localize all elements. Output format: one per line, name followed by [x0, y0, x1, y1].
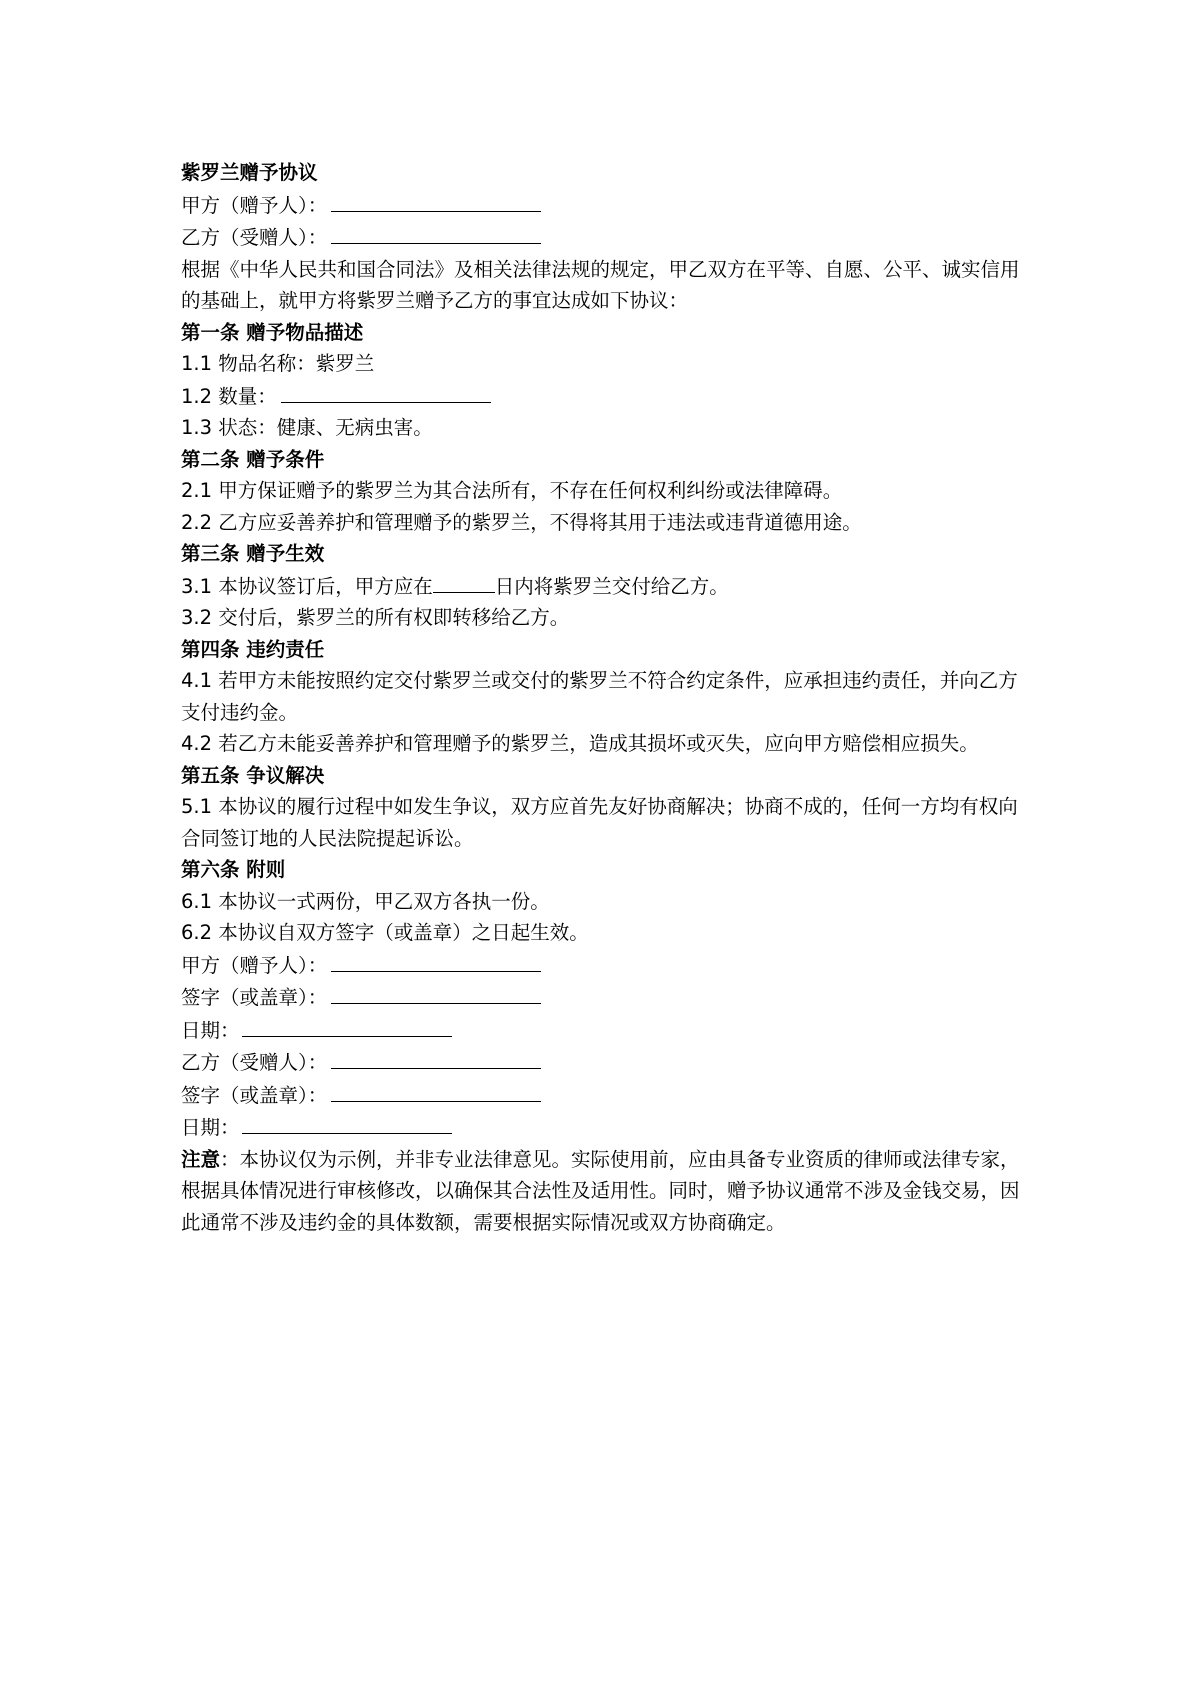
article3-item2: 3.2 交付后，紫罗兰的所有权即转移给乙方。	[181, 606, 570, 629]
article4-item1: 4.1 若甲方未能按照约定交付紫罗兰或交付的紫罗兰不符合约定条件，应承担违约责任，并向乙方支付违约金。	[181, 669, 1018, 724]
sig-sign-a-blank[interactable]	[331, 981, 541, 1004]
delivery-days-blank[interactable]	[433, 570, 495, 593]
party-b-label: 乙方（受赠人）：	[181, 226, 328, 249]
sig-date-a-label: 日期：	[181, 1018, 240, 1042]
sig-sign-a-label: 签字（或盖章）：	[181, 986, 328, 1009]
article1-item3: 1.3 状态：健康、无病虫害。	[181, 416, 433, 439]
party-a-line	[181, 189, 1021, 222]
article1-item1: 1.1 物品名称：紫罗兰	[181, 352, 375, 375]
delivery-text-post: 日内将紫罗兰交付给乙方。	[494, 574, 729, 598]
sig-sign-b-label: 签字（或盖章）：	[181, 1083, 328, 1107]
quantity-label: 1.2 数量：	[181, 384, 277, 408]
note-label: 注意	[181, 1147, 221, 1171]
article2-heading: 第二条 赠予条件	[181, 447, 325, 471]
party-b-line	[181, 221, 1021, 254]
article2-item1: 2.1 甲方保证赠予的紫罗兰为其合法所有，不存在任何权利纠纷或法律障碍。	[181, 479, 843, 502]
party-b-blank[interactable]	[331, 221, 541, 244]
sig-party-a-line	[181, 949, 1021, 982]
sig-sign-b-blank[interactable]	[331, 1079, 541, 1102]
article3-heading: 第三条 赠予生效	[181, 542, 325, 565]
note-paragraph	[181, 1144, 1021, 1239]
article1-item2	[181, 380, 1021, 413]
document-page	[181, 157, 1021, 1238]
sig-party-a-blank[interactable]	[331, 949, 541, 972]
article3-item1	[181, 570, 1021, 603]
sig-party-a-label: 甲方（赠予人）：	[181, 953, 328, 977]
article5-heading: 第五条 争议解决	[181, 763, 325, 787]
preamble: 根据《中华人民共和国合同法》及相关法律法规的规定，甲乙双方在平等、自愿、公平、诚实信用的基础上，就甲方将紫罗兰赠予乙方的事宜达成如下协议：	[181, 257, 1020, 312]
sig-date-a-blank[interactable]	[242, 1014, 452, 1037]
article1-heading: 第一条 赠予物品描述	[181, 320, 364, 344]
sig-date-a-line	[181, 1014, 1021, 1047]
article6-heading: 第六条 附则	[181, 858, 286, 881]
party-a-blank[interactable]	[331, 189, 541, 212]
document-title: 紫罗兰赠予协议	[181, 161, 318, 184]
quantity-blank[interactable]	[281, 380, 491, 403]
sig-date-b-blank[interactable]	[242, 1111, 452, 1134]
sig-sign-a-line	[181, 981, 1021, 1014]
sig-sign-b-line	[181, 1079, 1021, 1112]
article5-item1: 5.1 本协议的履行过程中如发生争议，双方应首先友好协商解决；协商不成的，任何一方均有权向合同签订地的人民法院提起诉讼。	[181, 795, 1018, 850]
article2-item2: 2.2 乙方应妥善养护和管理赠予的紫罗兰，不得将其用于违法或违背道德用途。	[181, 510, 862, 534]
sig-date-b-label: 日期：	[181, 1116, 240, 1139]
party-a-label: 甲方（赠予人）：	[181, 193, 328, 217]
article6-item1: 6.1 本协议一式两份，甲乙双方各执一份。	[181, 889, 550, 913]
delivery-text-pre: 3.1 本协议签订后，甲方应在	[181, 574, 433, 598]
note-text: ：本协议仅为示例，并非专业法律意见。实际使用前，应由具备专业资质的律师或法律专家，根据具体情况进行审核修改，以确保其合法性及适用性。同时，赠予协议通常不涉及金钱交易，因此通常不涉及违约金的具体数额，需要根据实际情况或双方协商确定。	[181, 1147, 1020, 1234]
sig-party-b-line	[181, 1046, 1021, 1079]
sig-party-b-blank[interactable]	[331, 1046, 541, 1069]
sig-date-b-line	[181, 1111, 1021, 1144]
article4-heading: 第四条 违约责任	[181, 637, 325, 661]
sig-party-b-label: 乙方（受赠人）：	[181, 1051, 328, 1074]
article6-item2: 6.2 本协议自双方签字（或盖章）之日起生效。	[181, 921, 589, 944]
article4-item2: 4.2 若乙方未能妥善养护和管理赠予的紫罗兰，造成其损坏或灭失，应向甲方赔偿相应损失。	[181, 732, 979, 755]
